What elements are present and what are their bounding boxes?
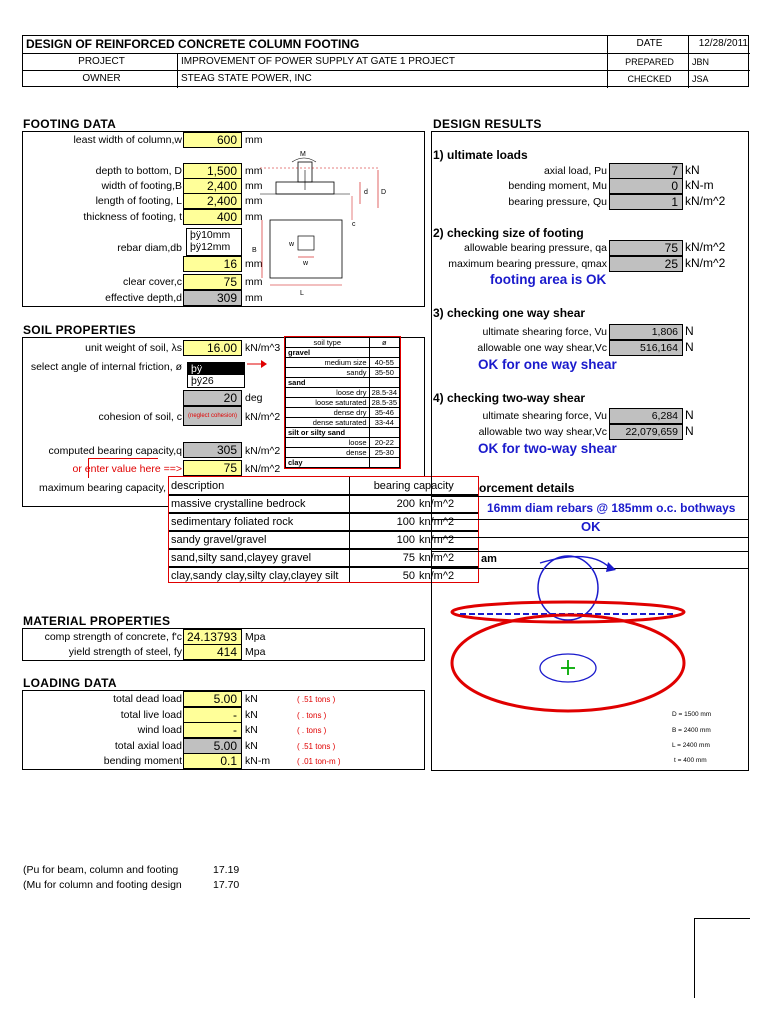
result-label: allowable one way shear,Vc [477, 342, 607, 354]
bearing-value: 75 [349, 549, 417, 567]
load-tons: ( . tons ) [297, 711, 327, 720]
unit-width-B: mm [245, 180, 263, 192]
cover-label: clear cover,c [123, 276, 182, 288]
bearing-desc: sandy gravel/gravel [169, 531, 349, 549]
soil-row: clay [286, 458, 370, 468]
eff-depth-label: effective depth,d [105, 292, 182, 304]
result-unit: kN/m^2 [685, 240, 726, 254]
bearing-desc: sand,silty sand,clayey gravel [169, 549, 349, 567]
note-mu: (Mu for column and footing design [23, 879, 182, 891]
bearing-value: 50 [349, 567, 417, 583]
document-title: DESIGN OF REINFORCED CONCRETE COLUMN FOOTING [23, 36, 608, 54]
rebar-option-2[interactable]: þÿ12mm [190, 241, 231, 253]
friction-angle-value: 20 [183, 390, 242, 406]
load-tons: ( .51 tons ) [297, 695, 336, 704]
result-allowable-bearing: 75 [609, 240, 683, 256]
unit-weight-unit: kN/m^3 [245, 342, 281, 354]
project-value: IMPROVEMENT OF POWER SUPPLY AT GATE 1 PROJECT [178, 54, 608, 71]
eff-depth-value: 309 [183, 290, 242, 306]
result-label: axial load, Pu [543, 165, 607, 177]
input-bearing-capacity[interactable]: 75 [183, 460, 242, 476]
result-bending-moment: 0 [609, 178, 683, 194]
note-pu: (Pu for beam, column and footing [23, 864, 179, 876]
soil-phi: 33-44 [369, 418, 399, 428]
soil-row: dense dry [286, 408, 370, 418]
soil-phi [369, 378, 399, 388]
soil-row: medium size [286, 358, 370, 368]
result-unit: N [685, 424, 694, 438]
corner-box [694, 918, 750, 998]
load-unit: kN [245, 693, 258, 705]
fc-label: comp strength of concrete, f'c [44, 631, 182, 643]
unit-clear-cover: mm [245, 276, 263, 288]
input-width-B[interactable]: 2,400 [183, 178, 242, 194]
input-fc[interactable]: 24.13793 [183, 629, 242, 645]
checking-size-title: 2) checking size of footing [433, 226, 584, 240]
rebar-option-1[interactable]: þÿ10mm [190, 229, 231, 241]
reinforcement-text: 16mm diam rebars @ 185mm o.c. bothways [487, 501, 736, 515]
diagram-label-w2: w [303, 260, 309, 267]
result-label: bending moment, Mu [508, 180, 607, 192]
input-length-L[interactable]: 2,400 [183, 193, 242, 209]
result-unit: kN/m^2 [685, 256, 726, 270]
load-label: bending moment [103, 755, 182, 767]
reinforcement-title: orcement details [479, 481, 575, 495]
load-label: wind load [137, 724, 182, 736]
result-two-way-vu: 6,284 [609, 408, 683, 424]
result-unit: kN-m [685, 178, 714, 192]
result-bearing-pressure: 1 [609, 194, 683, 210]
unit-column-width: mm [245, 134, 263, 146]
footing-label-w: least width of column,w [73, 134, 182, 146]
owner-value: STEAG STATE POWER, INC [178, 71, 608, 88]
unit-length-L: mm [245, 195, 263, 207]
bearing-value: 100 [349, 531, 417, 549]
reinforcement-ok: OK [581, 519, 601, 534]
result-one-way-vc: 516,164 [609, 340, 683, 356]
design-results-title: DESIGN RESULTS [433, 117, 542, 131]
cohesion-note[interactable]: (neglect cohesion) [183, 406, 242, 426]
enter-value-unit: kN/m^2 [245, 463, 281, 475]
load-unit: kN [245, 709, 258, 721]
soil-row: dense [286, 448, 370, 458]
column-circle [538, 556, 598, 620]
result-label: ultimate shearing force, Vu [482, 410, 607, 422]
footing-plan-drawing [440, 548, 740, 728]
soil-phi: 35-46 [369, 408, 399, 418]
bearing-unit: kn/m^2 [417, 495, 478, 513]
soil-row: loose [286, 438, 370, 448]
soil-row: gravel [286, 348, 370, 358]
diagram-label-c: c [352, 221, 356, 228]
soil-row: dense saturated [286, 418, 370, 428]
column-plan [298, 236, 314, 250]
result-max-bearing: 25 [609, 256, 683, 272]
prepared-value: JBN [689, 54, 750, 71]
one-way-shear-status: OK for one way shear [478, 357, 617, 372]
input-wind-load[interactable]: - [183, 722, 242, 738]
result-label: bearing pressure, Qu [508, 196, 607, 208]
two-way-shear-title: 4) checking two-way shear [433, 391, 586, 405]
computed-bearing-unit: kN/m^2 [245, 445, 281, 457]
soil-phi [369, 348, 399, 358]
ultimate-loads-title: 1) ultimate loads [433, 148, 528, 162]
bearing-desc: sedimentary foliated rock [169, 513, 349, 531]
soil-properties-title: SOIL PROPERTIES [23, 323, 136, 337]
bearing-desc: massive crystalline bedrock [169, 495, 349, 513]
result-unit: N [685, 340, 694, 354]
soil-phi: 40-55 [369, 358, 399, 368]
load-unit: kN [245, 740, 258, 752]
result-two-way-vc: 22,079,659 [609, 424, 683, 440]
dim-B: B = 2400 mm [672, 727, 711, 734]
checked-label: CHECKED [608, 71, 689, 88]
soil-row: loose dry [286, 388, 370, 398]
soil-row: loose saturated [286, 398, 370, 408]
diagram-label-M: M [300, 151, 306, 158]
owner-label: OWNER [23, 71, 178, 88]
material-properties-title: MATERIAL PROPERTIES [23, 614, 171, 628]
loading-data-title: LOADING DATA [23, 676, 117, 690]
bearing-header-description: description [169, 477, 349, 495]
input-dead-load[interactable]: 5.00 [183, 691, 242, 707]
footing-outline-top [452, 602, 684, 622]
rebar-diameter-value[interactable]: 16 [183, 256, 242, 272]
rebar-diameter-unit: mm [245, 258, 263, 270]
soil-phi: 35-50 [369, 368, 399, 378]
header-table [22, 35, 749, 87]
input-clear-cover[interactable]: 75 [183, 274, 242, 290]
unit-depth: mm [245, 165, 263, 177]
prepared-label: PREPARED [608, 54, 689, 71]
result-one-way-vu: 1,806 [609, 324, 683, 340]
soil-row: sandy [286, 368, 370, 378]
bearing-value: 100 [349, 513, 417, 531]
load-tons: ( .01 ton-m ) [297, 757, 341, 766]
bearing-unit: kn/m^2 [417, 567, 478, 583]
friction-option-2[interactable]: þÿ26 [191, 375, 214, 387]
bearing-unit: kn/m^2 [417, 513, 478, 531]
cohesion-unit: kN/m^2 [245, 411, 281, 423]
rebar-label: rebar diam,db [117, 242, 182, 254]
friction-dropdown[interactable] [187, 362, 245, 388]
total-axial-load: 5.00 [183, 738, 242, 754]
result-label: allowable bearing pressure, qa [463, 242, 607, 254]
soil-row: sand [286, 378, 370, 388]
checked-value: JSA [692, 74, 709, 84]
bearing-unit: kn/m^2 [417, 549, 478, 567]
input-column-width[interactable]: 600 [183, 132, 242, 148]
load-label: total live load [120, 709, 182, 721]
load-unit: kN-m [245, 755, 271, 767]
footing-label-t: thickness of footing, t [83, 211, 182, 223]
footing-diagram [240, 140, 410, 300]
input-unit-weight[interactable]: 16.00 [183, 340, 242, 356]
load-unit: kN [245, 724, 258, 736]
diagram-label-D: D [381, 189, 387, 196]
soil-row: silt or silty sand [286, 428, 370, 438]
eff-depth-unit: mm [245, 292, 263, 304]
dim-t: t = 400 mm [674, 757, 707, 764]
input-bending-moment[interactable]: 0.1 [183, 753, 242, 769]
unit-weight-label: unit weight of soil, λs [85, 342, 182, 354]
soil-phi [369, 428, 399, 438]
rebar-dropdown[interactable] [186, 228, 242, 256]
date-value: 12/28/2011 [689, 36, 750, 54]
soil-table-header-phi: ø [369, 338, 399, 348]
diagram-label-B: B [252, 247, 257, 254]
result-unit: kN/m^2 [685, 194, 726, 208]
soil-type-table [284, 336, 401, 469]
diagram-label-w1: w [289, 241, 295, 248]
arrow-right-icon [247, 359, 267, 369]
bearing-unit: kn/m^2 [417, 531, 478, 549]
moment-arrow-icon [292, 158, 316, 162]
enter-value-label: or enter value here ==> [72, 463, 182, 475]
input-fy[interactable]: 414 [183, 644, 242, 660]
friction-label: select angle of internal friction, ø [30, 361, 182, 373]
footing-area-status: footing area is OK [490, 272, 607, 287]
computed-bearing-label: computed bearing capacity,q [48, 445, 182, 457]
bearing-desc: clay,sandy clay,silty clay,clayey silt [169, 567, 349, 583]
load-tons: ( . tons ) [297, 726, 327, 735]
fy-unit: Mpa [245, 646, 266, 658]
diagram-label-L: L [300, 290, 304, 297]
result-unit: kN [685, 163, 700, 177]
result-unit: N [685, 408, 694, 422]
dim-L: L = 2400 mm [672, 742, 710, 749]
result-label: ultimate shearing force, Vu [482, 326, 607, 338]
fc-unit: Mpa [245, 631, 266, 643]
soil-phi: 25-30 [369, 448, 399, 458]
input-live-load[interactable]: - [183, 707, 242, 723]
footing-label-B: width of footing,B [101, 180, 182, 192]
result-unit: N [685, 324, 694, 338]
friction-angle-unit: deg [245, 392, 263, 404]
result-label: allowable two way shear,Vc [478, 426, 607, 438]
input-depth[interactable]: 1,500 [183, 163, 242, 179]
diagram-label-d: d [364, 189, 368, 196]
soil-phi: 28.5-34 [369, 388, 399, 398]
dim-D: D = 1500 mm [672, 711, 712, 718]
project-label: PROJECT [23, 54, 178, 71]
load-label: total dead load [113, 693, 182, 705]
note-mu-value: 17.70 [213, 879, 240, 891]
pointer-line [88, 458, 158, 478]
bearing-value: 200 [349, 495, 417, 513]
load-label: total axial load [114, 740, 182, 752]
unit-thickness: mm [245, 211, 263, 223]
cohesion-label: cohesion of soil, c [98, 411, 182, 423]
bearing-header-capacity: bearing capacity [349, 477, 478, 495]
two-way-shear-status: OK for two-way shear [478, 441, 617, 456]
footing-label-L: length of footing, L [95, 195, 182, 207]
footing-label-D: depth to bottom, D [95, 165, 182, 177]
soil-phi: 20-22 [369, 438, 399, 448]
soil-phi [369, 458, 399, 468]
result-label: maximum bearing pressure, qmax [448, 258, 607, 270]
result-axial-load: 7 [609, 163, 683, 179]
computed-bearing-value: 305 [183, 442, 242, 458]
max-bearing-label: maximum bearing capacity, [38, 482, 166, 494]
date-label: DATE [608, 36, 689, 54]
note-pu-value: 17.19 [213, 864, 240, 876]
fy-label: yield strength of steel, fy [68, 646, 182, 658]
arrow-icon [606, 562, 616, 572]
load-tons: ( .51 tons ) [297, 742, 336, 751]
input-thickness[interactable]: 400 [183, 209, 242, 225]
diagram-caption: am [481, 553, 497, 565]
soil-table-header-type: soil type [286, 338, 370, 348]
friction-option-selected[interactable]: þÿ [188, 363, 244, 375]
one-way-shear-title: 3) checking one way shear [433, 306, 586, 320]
soil-phi: 28.5-35 [369, 398, 399, 408]
footing-plan [270, 220, 342, 278]
footing-data-title: FOOTING DATA [23, 117, 117, 131]
